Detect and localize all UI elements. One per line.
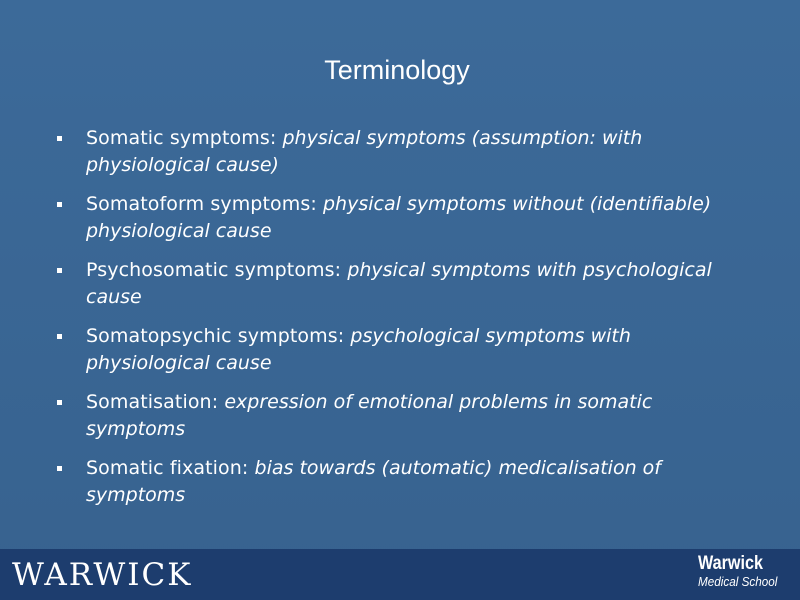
term-definition: physical symptoms without (identifiable) physiological cause <box>86 193 712 242</box>
term-label: Somatoform symptoms: <box>86 193 323 215</box>
term-label: Somatic symptoms: <box>86 127 283 149</box>
term-definition: physical symptoms with psychological cause <box>86 259 712 308</box>
terminology-list <box>55 125 755 521</box>
term-label: Somatisation: <box>86 391 225 413</box>
square-bullet-icon <box>57 466 62 471</box>
square-bullet-icon <box>57 136 62 141</box>
slide-title: Terminology <box>324 55 470 85</box>
logo-school: Medical School <box>698 574 778 589</box>
term-label: Somatic fixation: <box>86 457 255 479</box>
warwick-logo: WARWICK <box>12 557 193 593</box>
square-bullet-icon <box>57 400 62 405</box>
term-definition: expression of emotional problems in somatic symptoms <box>86 391 653 440</box>
square-bullet-icon <box>57 202 62 207</box>
term-definition: psychological symptoms with physiological cause <box>86 325 631 374</box>
list-item <box>55 125 755 191</box>
term-label: Somatopsychic symptoms: <box>86 325 351 347</box>
list-item <box>55 389 755 455</box>
logo-name: Warwick <box>698 553 763 574</box>
footer-bar <box>0 549 800 600</box>
warwick-medical-school-logo <box>698 554 788 590</box>
term-label: Psychosomatic symptoms: <box>86 259 348 281</box>
square-bullet-icon <box>57 268 62 273</box>
list-item <box>55 257 755 323</box>
term-definition: physical symptoms (assumption: with physiological cause) <box>86 127 643 176</box>
list-item <box>55 455 755 521</box>
term-definition: bias towards (automatic) medicalisation of symptoms <box>86 457 661 506</box>
list-item <box>55 191 755 257</box>
square-bullet-icon <box>57 334 62 339</box>
list-item <box>55 323 755 389</box>
